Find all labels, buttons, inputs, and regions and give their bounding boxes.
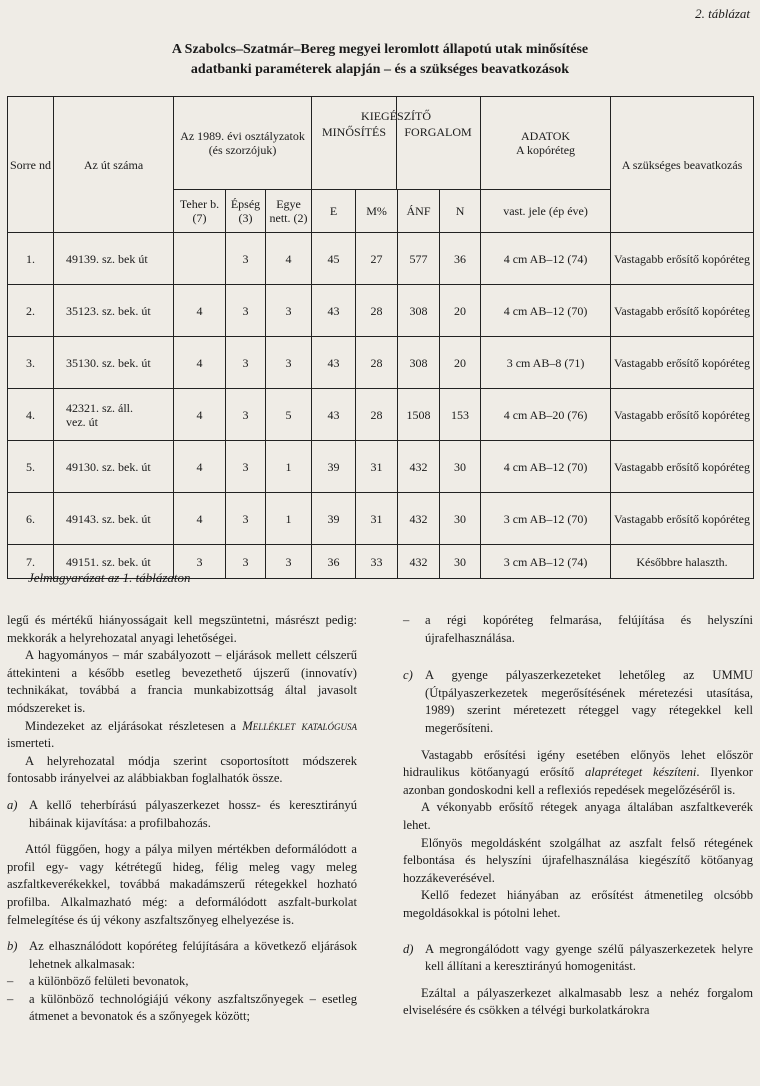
paragraph: A helyrehozatal módja szerint csoportosított módszerek fontosabb irányelvei az alábbiakban foglalhatók össze. — [7, 753, 357, 786]
title-line-1: A Szabolcs–Szatmár–Bereg megyei leromlott állapotú utak minősítése — [171, 42, 589, 57]
cell-teher: 4 — [174, 285, 226, 337]
cell-anf: 308 — [398, 337, 440, 389]
cell-no: 3. — [8, 337, 54, 389]
cell-epseg: 3 — [226, 493, 266, 545]
header-forgalom: FORGALOM — [404, 125, 472, 139]
header-n: N — [440, 190, 481, 233]
dash-marker: – — [403, 613, 410, 627]
paragraph: Attól függően, hogy a pálya milyen mértékben deformálódott a profil egy- vagy kétrétegű hideg, félig meleg vagy meleg aszfaltkeverékekkel, továbbá makadámszerű rétegekkel hozható profilba. Alkalmazható még: a deformálódott aszfalt-burkolat felmelegítése és új vékony aszfaltszőnyeg elhelyezése is. — [7, 842, 357, 927]
header-ut-szama: Az út száma — [54, 97, 174, 233]
cell-vast: 3 cm AB–8 (71) — [481, 337, 611, 389]
cell-ut: 49139. sz. bek út — [54, 233, 174, 285]
cell-e: 43 — [312, 389, 356, 441]
cell-anf: 1508 — [398, 389, 440, 441]
cell-egyenet: 1 — [266, 493, 312, 545]
list-item-b — [7, 938, 357, 973]
header-adatok-label: ADATOK — [520, 129, 571, 143]
cell-no: 1. — [8, 233, 54, 285]
paragraph — [403, 747, 753, 800]
spacer — [403, 923, 753, 941]
cell-beav: Vastagabb erősítő kopóréteg — [611, 337, 754, 389]
cell-e: 39 — [312, 441, 356, 493]
cell-teher: 4 — [174, 389, 226, 441]
dash-marker: – — [7, 991, 14, 1006]
cell-teher: 4 — [174, 337, 226, 389]
header-vast: vast. jele (ép éve) — [481, 190, 611, 233]
table-row — [8, 493, 754, 545]
cell-epseg: 3 — [226, 389, 266, 441]
cell-epseg: 3 — [226, 441, 266, 493]
item-text: a régi kopóréteg felmarása, felújítása és helyszíni újrafelhasználása. — [425, 613, 753, 645]
cell-n: 20 — [440, 337, 481, 389]
right-column — [403, 612, 753, 1020]
cell-beav: Vastagabb erősítő kopóréteg — [611, 285, 754, 337]
cell-anf: 308 — [398, 285, 440, 337]
cell-e: 36 — [312, 545, 356, 579]
cell-n: 153 — [440, 389, 481, 441]
header-anf: ÁNF — [398, 190, 440, 233]
cell-vast: 4 cm AB–12 (74) — [481, 233, 611, 285]
spacer — [403, 647, 753, 667]
dash-item — [403, 612, 753, 647]
header-kiegeszito-label: KIEGÉSZÍTŐ — [361, 109, 432, 123]
spacer — [403, 738, 753, 747]
cell-m: 31 — [356, 493, 398, 545]
cell-egyenet: 1 — [266, 441, 312, 493]
cell-epseg: 3 — [226, 545, 266, 579]
cell-n: 30 — [440, 441, 481, 493]
cell-egyenet: 4 — [266, 233, 312, 285]
cell-n: 36 — [440, 233, 481, 285]
spacer — [7, 788, 357, 797]
cell-anf: 432 — [398, 441, 440, 493]
header-beavatkozas: A szükséges beavatkozás — [611, 97, 754, 233]
cell-ut: 35130. sz. bek. út — [54, 337, 174, 389]
cell-vast: 4 cm AB–20 (76) — [481, 389, 611, 441]
cell-m: 31 — [356, 441, 398, 493]
cell-egyenet: 3 — [266, 337, 312, 389]
cell-egyenet: 5 — [266, 389, 312, 441]
cell-teher: 4 — [174, 493, 226, 545]
paragraph: legű és mértékű hiányosságait kell megszüntetni, másrészt pedig: mekkorák a helyrehozatal anyagi lehetőségei. — [7, 613, 357, 645]
dash-item — [7, 991, 357, 1026]
cell-no: 5. — [8, 441, 54, 493]
text-run: Mindezeket az eljárásokat részletesen a — [25, 718, 243, 733]
item-marker: a) — [7, 797, 18, 812]
header-adatok — [481, 97, 611, 190]
cell-beav: Vastagabb erősítő kopóréteg — [611, 233, 754, 285]
cell-epseg: 3 — [226, 337, 266, 389]
cell-egyenet: 3 — [266, 285, 312, 337]
cell-m: 28 — [356, 337, 398, 389]
left-column — [7, 612, 357, 1026]
cell-ut: 49151. sz. bek. út — [54, 545, 174, 579]
cell-epseg: 3 — [226, 285, 266, 337]
header-e: E — [312, 190, 356, 233]
text-run-italic: Melléklet katalógusa — [242, 718, 357, 733]
header-egyenet: Egye nett. (2) — [266, 190, 312, 233]
cell-m: 27 — [356, 233, 398, 285]
cell-n: 30 — [440, 493, 481, 545]
cell-e: 43 — [312, 337, 356, 389]
cell-e: 43 — [312, 285, 356, 337]
cell-e: 39 — [312, 493, 356, 545]
item-marker: b) — [7, 939, 18, 954]
paragraph: Ezáltal a pályaszerkezet alkalmasabb lesz a nehéz forgalom elviselésére és csökken a télvégi burkolatkárokra — [403, 985, 753, 1018]
cell-beav: Vastagabb erősítő kopóréteg — [611, 441, 754, 493]
paragraph: A vékonyabb erősítő rétegek anyaga általában aszfaltkeverék lehet. — [403, 800, 753, 832]
cell-beav: Vastagabb erősítő kopóréteg — [611, 389, 754, 441]
cell-anf: 432 — [398, 545, 440, 579]
header-kiegeszito — [312, 97, 481, 190]
header-koporeteg: A kopóréteg — [516, 143, 576, 157]
spacer — [7, 832, 357, 841]
cell-vast: 3 cm AB–12 (74) — [481, 545, 611, 579]
item-marker: c) — [403, 668, 413, 683]
spacer — [403, 976, 753, 985]
item-text: a különböző felületi bevonatok, — [29, 974, 189, 989]
cell-beav: Vastagabb erősítő kopóréteg — [611, 493, 754, 545]
paragraph: A hagyományos – már szabályozott – eljárások mellett célszerű áttekinteni a később esetleg bevezethető újszerű (innovatív) technikákat, továbbá a francia munkabizottság által javasolt módszereket is. — [7, 648, 357, 715]
cell-vast: 3 cm AB–12 (70) — [481, 493, 611, 545]
text-run-italic: alapréteget készíteni — [584, 765, 697, 780]
cell-m: 28 — [356, 285, 398, 337]
paragraph — [7, 718, 357, 753]
cell-vast: 4 cm AB–12 (70) — [481, 441, 611, 493]
cell-teher: 4 — [174, 441, 226, 493]
item-text: A gyenge pályaszerkezeteket lehetőleg az UMMU (Útpályaszerkezetek megerősítésének méretezési utasítása, 1989) szerint méretezett réteggel vagy rétegekkel kell megerősíteni. — [425, 668, 753, 735]
cell-anf: 577 — [398, 233, 440, 285]
item-text: a különböző technológiájú vékony aszfaltszőnyegek – esetleg átmenet a bevonatok és a szőnyegek között; — [29, 991, 357, 1024]
dash-marker: – — [7, 974, 14, 989]
cell-no: 7. — [8, 545, 54, 579]
header-epseg: Épség (3) — [226, 190, 266, 233]
paragraph: Kellő fedezet hiányában az erősítést átmenetileg olcsóbb megoldásokkal is pótolni lehet. — [403, 888, 753, 920]
cell-e: 45 — [312, 233, 356, 285]
table-number: 2. táblázat — [695, 6, 750, 21]
cell-no: 6. — [8, 493, 54, 545]
header-divider — [396, 97, 397, 189]
item-marker: d) — [403, 941, 414, 956]
header-teher: Teher b. (7) — [174, 190, 226, 233]
table-row — [8, 233, 754, 285]
cell-teher — [174, 233, 226, 285]
cell-m: 33 — [356, 545, 398, 579]
cell-ut: 35123. sz. bek. út — [54, 285, 174, 337]
table-row — [8, 441, 754, 493]
road-rating-table — [7, 96, 754, 579]
item-text: A kellő teherbírású pályaszerkezet hossz- és keresztirányú hibáinak kijavítása: a profilbahozás. — [29, 797, 357, 830]
cell-no: 2. — [8, 285, 54, 337]
table-row — [8, 389, 754, 441]
title-line-2: adatbanki paraméterek alapján – és a szükséges beavatkozások — [190, 62, 570, 77]
header-sorrend: Sorre nd — [8, 97, 54, 233]
cell-ut: 49130. sz. bek. út — [54, 441, 174, 493]
list-item-d — [403, 941, 753, 976]
cell-n: 30 — [440, 545, 481, 579]
paragraph: Előnyös megoldásként szolgálhat az aszfalt felső rétegének felbontása és helyszíni újrafelhasználása kiegészítő kötőanyag hozzákeverésével. — [403, 835, 753, 885]
text-run: Vastagabb erősítési igény esetében előnyös lehet először hidraulikus kötőanyagú erősítő — [403, 747, 753, 780]
legend-note: Jelmagyarázat az 1. táblázaton — [28, 570, 191, 585]
cell-m: 28 — [356, 389, 398, 441]
cell-epseg: 3 — [226, 233, 266, 285]
cell-teher: 3 — [174, 545, 226, 579]
cell-ut: 49143. sz. bek. út — [54, 493, 174, 545]
item-text: A megrongálódott vagy gyenge szélű pályaszerkezetek helyre kell állítani a keresztirányú homogenitást. — [425, 941, 753, 974]
cell-beav: Későbbre halaszth. — [611, 545, 754, 579]
cell-egyenet: 3 — [266, 545, 312, 579]
list-item-c — [403, 667, 753, 737]
item-text: Az elhasználódott kopóréteg felújítására a következő eljárások lehetnek alkalmasak: — [29, 939, 357, 971]
spacer — [7, 929, 357, 938]
header-m: M% — [356, 190, 398, 233]
cell-n: 20 — [440, 285, 481, 337]
cell-vast: 4 cm AB–12 (70) — [481, 285, 611, 337]
dash-item — [7, 973, 357, 991]
table-row — [8, 285, 754, 337]
header-osztalyzatok: Az 1989. évi osztályzatok (és szorzójuk) — [174, 97, 312, 190]
text-run: ismerteti. — [7, 736, 55, 751]
cell-ut: 42321. sz. áll. vez. út — [54, 389, 174, 441]
table-title — [0, 40, 760, 80]
cell-anf: 432 — [398, 493, 440, 545]
table-row — [8, 337, 754, 389]
header-minosites: MINŐSÍTÉS — [322, 125, 387, 139]
text-run: . Ilyenkor azonban gondoskodni kell a reflexiós repedések megelőzéséről is. — [403, 765, 753, 797]
cell-no: 4. — [8, 389, 54, 441]
list-item-a — [7, 797, 357, 832]
